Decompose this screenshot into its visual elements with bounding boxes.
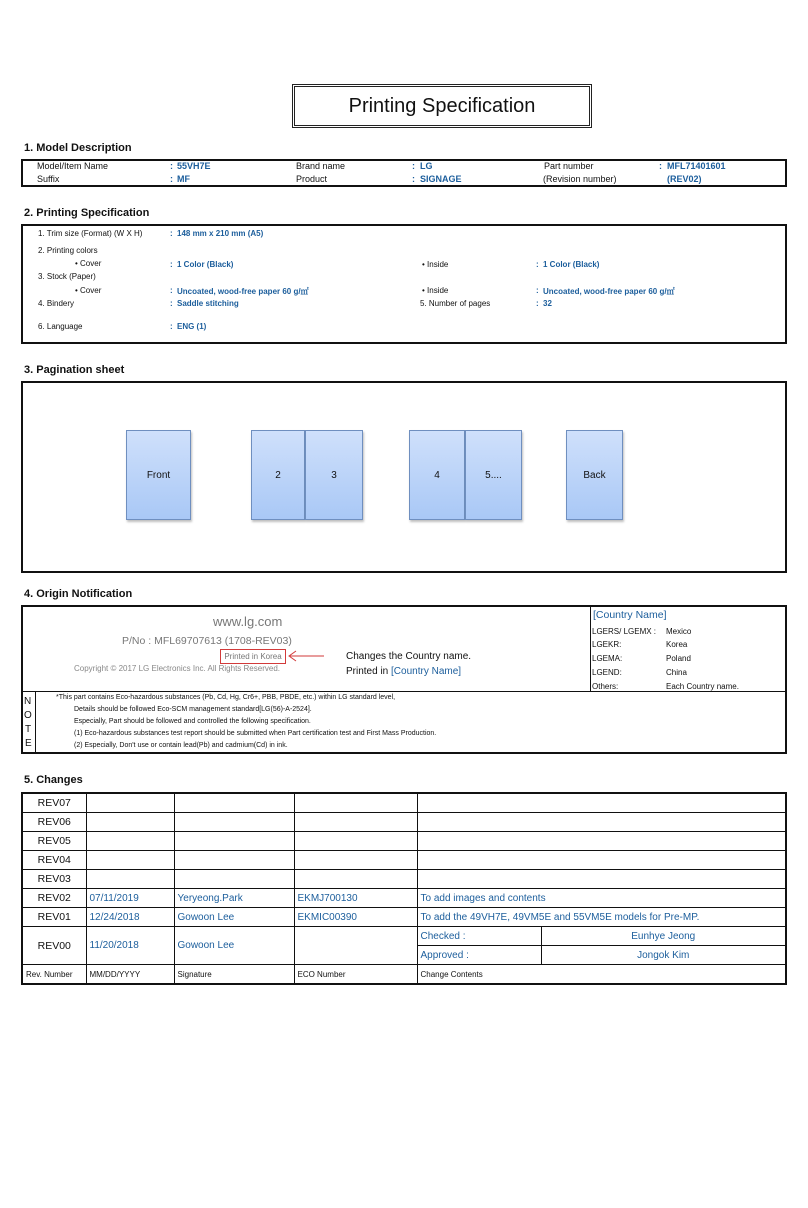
colon: : <box>170 322 173 331</box>
colon: : <box>536 299 539 308</box>
note-letter: N <box>24 696 32 707</box>
country-header: [Country Name] <box>593 609 667 621</box>
page-2: 2 <box>251 430 305 520</box>
country-divider <box>590 606 591 692</box>
colon: : <box>659 161 662 171</box>
footer-description: Change Contents <box>417 965 786 985</box>
rev-cell: REV04 <box>22 851 86 870</box>
origin-divider <box>21 691 787 692</box>
colon: : <box>170 174 173 184</box>
footer-eco: ECO Number <box>294 965 417 985</box>
colon: : <box>170 229 173 238</box>
revision-value: (REV02) <box>667 174 702 184</box>
language-label: 6. Language <box>38 322 83 331</box>
checked-label: Checked : <box>417 927 541 946</box>
table-row <box>22 851 786 870</box>
table-row <box>22 908 786 927</box>
section-title-changes: 5. Changes <box>24 774 83 786</box>
footer-signature: Signature <box>174 965 294 985</box>
signature-cell: Yeryeong.Park <box>174 889 294 908</box>
revision-label: (Revision number) <box>543 174 617 184</box>
suffix-label: Suffix <box>37 174 60 184</box>
eco-cell <box>294 927 417 965</box>
product-value: SIGNAGE <box>420 174 462 184</box>
eco-cell: EKMJ700130 <box>294 889 417 908</box>
country-code: LGEKR: <box>592 640 622 649</box>
note-divider <box>35 692 36 753</box>
approved-by: Jongok Kim <box>541 946 786 965</box>
printed-in-label: Printed in <box>346 666 389 677</box>
country-code: LGERS/ LGEMX : <box>592 627 657 636</box>
description-cell: To add images and contents <box>417 889 786 908</box>
table-row <box>22 793 786 813</box>
url-text: www.lg.com <box>213 614 283 629</box>
rev-cell: REV05 <box>22 832 86 851</box>
pages-label: 5. Number of pages <box>420 299 491 308</box>
spec-box <box>21 224 787 344</box>
table-footer-row <box>22 965 786 985</box>
inside-label: • Inside <box>422 260 449 269</box>
table-row <box>22 870 786 889</box>
rev-cell: REV02 <box>22 889 86 908</box>
rev-cell: REV07 <box>22 793 86 813</box>
item-label: Model/Item Name <box>37 161 109 171</box>
section-title-origin: 4. Origin Notification <box>24 588 133 600</box>
suffix-value: MF <box>177 174 190 184</box>
changes-table <box>21 792 787 985</box>
colon: : <box>170 299 173 308</box>
date-cell: 11/20/2018 <box>86 927 174 965</box>
note-letter: E <box>25 738 32 749</box>
cover-stock: Uncoated, wood-free paper 60 g/㎡ <box>177 287 309 296</box>
part-value: MFL71401601 <box>667 161 726 171</box>
part-label: Part number <box>544 161 594 171</box>
country-name: Korea <box>666 640 688 649</box>
table-row <box>22 813 786 832</box>
footer-rev: Rev. Number <box>22 965 86 985</box>
country-code: Others: <box>592 682 619 691</box>
colon: : <box>170 286 173 295</box>
page-back: Back <box>566 430 623 520</box>
table-row <box>22 832 786 851</box>
note-letter: T <box>25 724 32 735</box>
colon: : <box>536 260 539 269</box>
part-no-text: P/No : MFL69707613 (1708-REV03) <box>122 635 292 647</box>
page-front: Front <box>126 430 191 520</box>
approved-label: Approved : <box>417 946 541 965</box>
note-line: Especially, Part should be followed and controlled the following specification. <box>74 718 311 725</box>
printed-in-line <box>346 666 461 677</box>
pointer-arrow-icon <box>286 650 326 662</box>
bindery-label: 4. Bindery <box>38 299 75 308</box>
page-title: Printing Specification <box>292 84 592 128</box>
signature-cell: Gowoon Lee <box>174 908 294 927</box>
cover-color: 1 Color (Black) <box>177 260 234 269</box>
inside-label: • Inside <box>422 286 449 295</box>
country-code: LGEMA: <box>592 654 623 663</box>
rev-cell: REV00 <box>22 927 86 965</box>
trim-label: 1. Trim size (Format) (W X H) <box>38 229 143 238</box>
item-value: 55VH7E <box>177 161 211 171</box>
language-value: ENG (1) <box>177 322 207 331</box>
note-line: Details should be followed Eco-SCM management standard[LG(56)-A-2524]. <box>74 706 312 713</box>
table-row <box>22 927 786 946</box>
brand-label: Brand name <box>296 161 346 171</box>
note-line: (1) Eco-hazardous substances test report should be submitted when Part certification test and First Mass Production. <box>74 730 437 737</box>
description-cell: To add the 49VH7E, 49VM5E and 55VM5E models for Pre-MP. <box>417 908 786 927</box>
trim-value: 148 mm x 210 mm (A5) <box>177 229 264 238</box>
date-cell: 07/11/2019 <box>86 889 174 908</box>
colon: : <box>170 161 173 171</box>
country-name: China <box>666 668 687 677</box>
cover-label: • Cover <box>75 259 102 268</box>
change-note: Changes the Country name. <box>346 651 472 662</box>
page-3: 3 <box>305 430 363 520</box>
section-title-model: 1. Model Description <box>24 142 132 154</box>
signature-cell: Gowoon Lee <box>174 927 294 965</box>
section-title-spec: 2. Printing Specification <box>24 207 150 219</box>
printed-in-korea-box: Printed in Korea <box>220 649 286 664</box>
rev-cell: REV01 <box>22 908 86 927</box>
table-row <box>22 889 786 908</box>
checked-by: Eunhye Jeong <box>541 927 786 946</box>
colon: : <box>412 174 415 184</box>
page-4: 4 <box>409 430 465 520</box>
country-code: LGEND: <box>592 668 622 677</box>
country-token: [Country Name] <box>391 666 462 677</box>
eco-cell: EKMIC00390 <box>294 908 417 927</box>
inside-stock: Uncoated, wood-free paper 60 g/㎡ <box>543 287 675 296</box>
brand-value: LG <box>420 161 433 171</box>
colon: : <box>412 161 415 171</box>
page-5: 5.... <box>465 430 522 520</box>
colors-label: 2. Printing colors <box>38 246 98 255</box>
date-cell: 12/24/2018 <box>86 908 174 927</box>
country-name: Mexico <box>666 627 692 636</box>
note-line: *This part contains Eco-hazardous substances (Pb, Cd, Hg, Cr6+, PBB, PBDE, etc.) within LG standard level, <box>56 694 396 701</box>
rev-cell: REV06 <box>22 813 86 832</box>
footer-date: MM/DD/YYYY <box>86 965 174 985</box>
pages-value: 32 <box>543 299 552 308</box>
country-name: Each Country name. <box>666 682 739 691</box>
bindery-value: Saddle stitching <box>177 299 239 308</box>
cover-label: • Cover <box>75 286 102 295</box>
inside-color: 1 Color (Black) <box>543 260 600 269</box>
colon: : <box>170 260 173 269</box>
copyright-text: Copyright © 2017 LG Electronics Inc. All Rights Reserved. <box>74 664 280 673</box>
colon: : <box>536 286 539 295</box>
product-label: Product <box>296 174 328 184</box>
country-name: Poland <box>666 654 691 663</box>
note-line: (2) Especially, Don't use or contain lead(Pb) and cadmium(Cd) in ink. <box>74 742 288 749</box>
section-title-pagination: 3. Pagination sheet <box>24 364 125 376</box>
stock-label: 3. Stock (Paper) <box>38 272 96 281</box>
rev-cell: REV03 <box>22 870 86 889</box>
note-letter: O <box>24 710 32 721</box>
